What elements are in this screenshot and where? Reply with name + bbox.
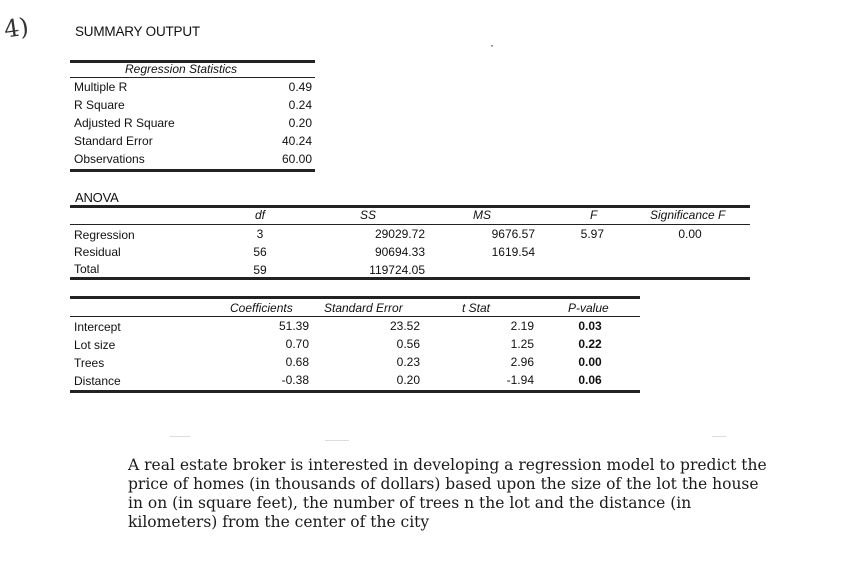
- problem-number: 4): [2, 12, 31, 44]
- anova-ms-regression: 9676.57: [491, 227, 535, 241]
- anova-header-f: F: [590, 208, 598, 222]
- coef-p-trees: 0.00: [578, 355, 602, 369]
- anova-top-rule: [70, 205, 750, 208]
- regstats-value-std-error: 40.24: [281, 134, 312, 148]
- anova-ss-total: 119724.05: [369, 263, 425, 277]
- coef-top-rule: [70, 296, 640, 299]
- scan-artifact: [325, 440, 349, 441]
- coef-p-intercept: 0.03: [578, 319, 602, 333]
- coef-header-coefficients: Coefficients: [230, 301, 293, 315]
- anova-f-regression: 5.97: [580, 227, 604, 241]
- regstats-value-r-square: 0.24: [288, 98, 312, 112]
- coef-t-trees: 2.96: [510, 355, 534, 369]
- regstats-value-multiple-r: 0.49: [288, 80, 312, 94]
- anova-ss-regression: 29029.72: [374, 227, 425, 241]
- coef-value-distance: -0.38: [281, 373, 309, 387]
- regstats-label-observations: Observations: [74, 152, 145, 166]
- anova-title: ANOVA: [75, 190, 119, 205]
- coef-header-p-value: P-value: [568, 301, 609, 315]
- summary-title: SUMMARY OUTPUT: [75, 24, 200, 39]
- coef-value-lot-size: 0.70: [285, 337, 309, 351]
- coef-bottom-rule: [70, 390, 640, 393]
- problem-text: A real estate broker is interested in developing a regression model to predict the price of homes (in thousands of dollars) based upon the size of the lot the house in on (in square feet), the number of trees n the lot and the distance (in kilometers) from the center of the city: [128, 456, 767, 531]
- coef-p-distance: 0.06: [578, 373, 602, 387]
- anova-label-regression: Regression: [74, 228, 135, 242]
- coef-se-distance: 0.20: [396, 373, 420, 387]
- regstats-value-observations: 60.00: [281, 152, 312, 166]
- stray-mark: ·: [490, 38, 494, 52]
- anova-header-significance-f: Significance F: [650, 208, 726, 222]
- coef-t-lot-size: 1.25: [510, 337, 534, 351]
- coef-label-intercept: Intercept: [74, 320, 121, 334]
- regstats-header: Regression Statistics: [125, 62, 238, 76]
- anova-df-total: 59: [253, 263, 267, 277]
- anova-df-regression: 3: [256, 227, 264, 241]
- coef-p-lot-size: 0.22: [578, 337, 602, 351]
- anova-header-ss: SS: [360, 208, 377, 222]
- coef-se-lot-size: 0.56: [396, 337, 420, 351]
- scan-artifact: [170, 436, 190, 437]
- anova-header-df: df: [255, 208, 266, 222]
- anova-label-residual: Residual: [74, 245, 121, 259]
- regstats-header-rule: [70, 77, 315, 78]
- coef-header-t-stat: t Stat: [462, 301, 491, 315]
- anova-ss-residual: 90694.33: [374, 245, 425, 259]
- anova-sig-regression: 0.00: [678, 227, 702, 241]
- coef-header-rule: [70, 316, 640, 317]
- regstats-label-adj-r-square: Adjusted R Square: [74, 116, 175, 130]
- coef-label-lot-size: Lot size: [74, 338, 116, 352]
- regstats-label-r-square: R Square: [74, 98, 125, 112]
- coef-label-distance: Distance: [74, 374, 121, 388]
- regstats-label-multiple-r: Multiple R: [74, 80, 128, 94]
- coef-value-intercept: 51.39: [278, 319, 309, 333]
- coef-se-intercept: 23.52: [389, 319, 420, 333]
- scan-artifact: [712, 436, 726, 437]
- coef-label-trees: Trees: [74, 356, 105, 370]
- anova-header-rule: [70, 224, 750, 225]
- coef-se-trees: 0.23: [396, 355, 420, 369]
- anova-bottom-rule: [70, 277, 750, 280]
- regstats-value-adj-r-square: 0.20: [288, 116, 312, 130]
- anova-df-residual: 56: [253, 245, 267, 259]
- regstats-bottom-rule: [70, 169, 315, 172]
- coef-t-distance: -1.94: [506, 373, 534, 387]
- anova-label-total: Total: [74, 262, 100, 276]
- coef-value-trees: 0.68: [285, 355, 309, 369]
- coef-t-intercept: 2.19: [510, 319, 534, 333]
- anova-header-ms: MS: [473, 208, 491, 222]
- anova-ms-residual: 1619.54: [491, 245, 535, 259]
- coef-header-standard-error: Standard Error: [324, 301, 403, 315]
- regstats-label-std-error: Standard Error: [74, 134, 153, 148]
